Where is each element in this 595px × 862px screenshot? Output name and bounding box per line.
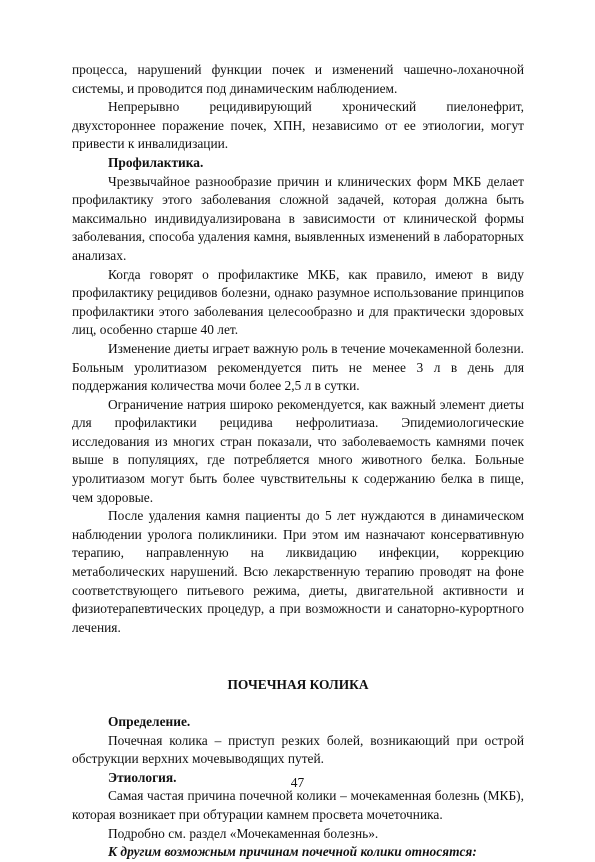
subheading: Профилактика. <box>108 154 204 170</box>
section-title: ПОЧЕЧНАЯ КОЛИКА <box>227 677 369 693</box>
paragraph: Изменение диеты играет важную роль в течение мочекаменной болезни. Больным уролитиазом рекомендуется пить не менее 3 л в день для поддержания количества мочи более 2,5 л в сутки. <box>72 340 524 394</box>
paragraph: Чрезвычайное разнообразие причин и клинических форм МКБ делает профилактику этого заболевания сложной задачей, которая должна быть максимально индивидуализирована в зависимости от клинической формы заболевания, способа удаления камня, выявленных изменений в лабораторных анализах. <box>72 173 524 263</box>
paragraph: Когда говорят о профилактике МКБ, как правило, имеют в виду профилактику рецидивов болезни, однако разумное использование принципов профилактики этого заболевания целесообразно и для практически здоровых лиц, особенно старше 40 лет. <box>72 266 524 338</box>
subheading: Этиология. <box>108 769 177 785</box>
paragraph: Ограничение натрия широко рекомендуется, как важный элемент диеты для профилактики рецидива нефролитиаза. Эпидемиологические исследования из многих стран показали, что заболеваемость камнями почек выше в популяциях, где потребляется много животного белка. Больные уролитиазом могут быть более чувствительны к содержанию белка в пище, чем здоровые. <box>72 396 524 505</box>
subheading: Определение. <box>108 714 191 729</box>
paragraph: После удаления камня пациенты до 5 лет нуждаются в динамическом наблюдении уролога поликлиники. При этом им назначают консервативную терапию, направленную на ликвидацию инфекции, коррекцию метаболических нарушений. Всю лекарственную терапию проводят на фоне соответствующего питьевого режима, диеты, двигательной активности и физиотерапевтических процедур, а при возможности и санаторно-курортного лечения. <box>72 508 524 635</box>
paragraph: Непрерывно рецидивирующий хронический пиелонефрит, двухстороннее поражение почек, ХПН, независимо от ее этиологии, могут привести к инвалидизации. <box>72 99 524 152</box>
paragraph: Самая частая причина почечной колики – мочекаменная болезнь (МКБ), которая возникает при обтурации камнем просвета мочеточника. <box>72 788 524 822</box>
page-number: 47 <box>290 775 305 790</box>
paragraph: Почечная колика – приступ резких болей, возникающий при острой обструкции верхних мочевыводящих путей. <box>72 732 524 767</box>
paragraph: Подробно см. раздел «Мочекаменная болезнь». <box>108 825 379 841</box>
subheading: К другим возможным причинам почечной колики относятся: <box>108 844 477 860</box>
paragraph: процесса, нарушений функции почек и изменений чашечно-лоханочной системы, и проводится под динамическим наблюдением. <box>72 62 524 96</box>
text-column <box>72 61 524 862</box>
